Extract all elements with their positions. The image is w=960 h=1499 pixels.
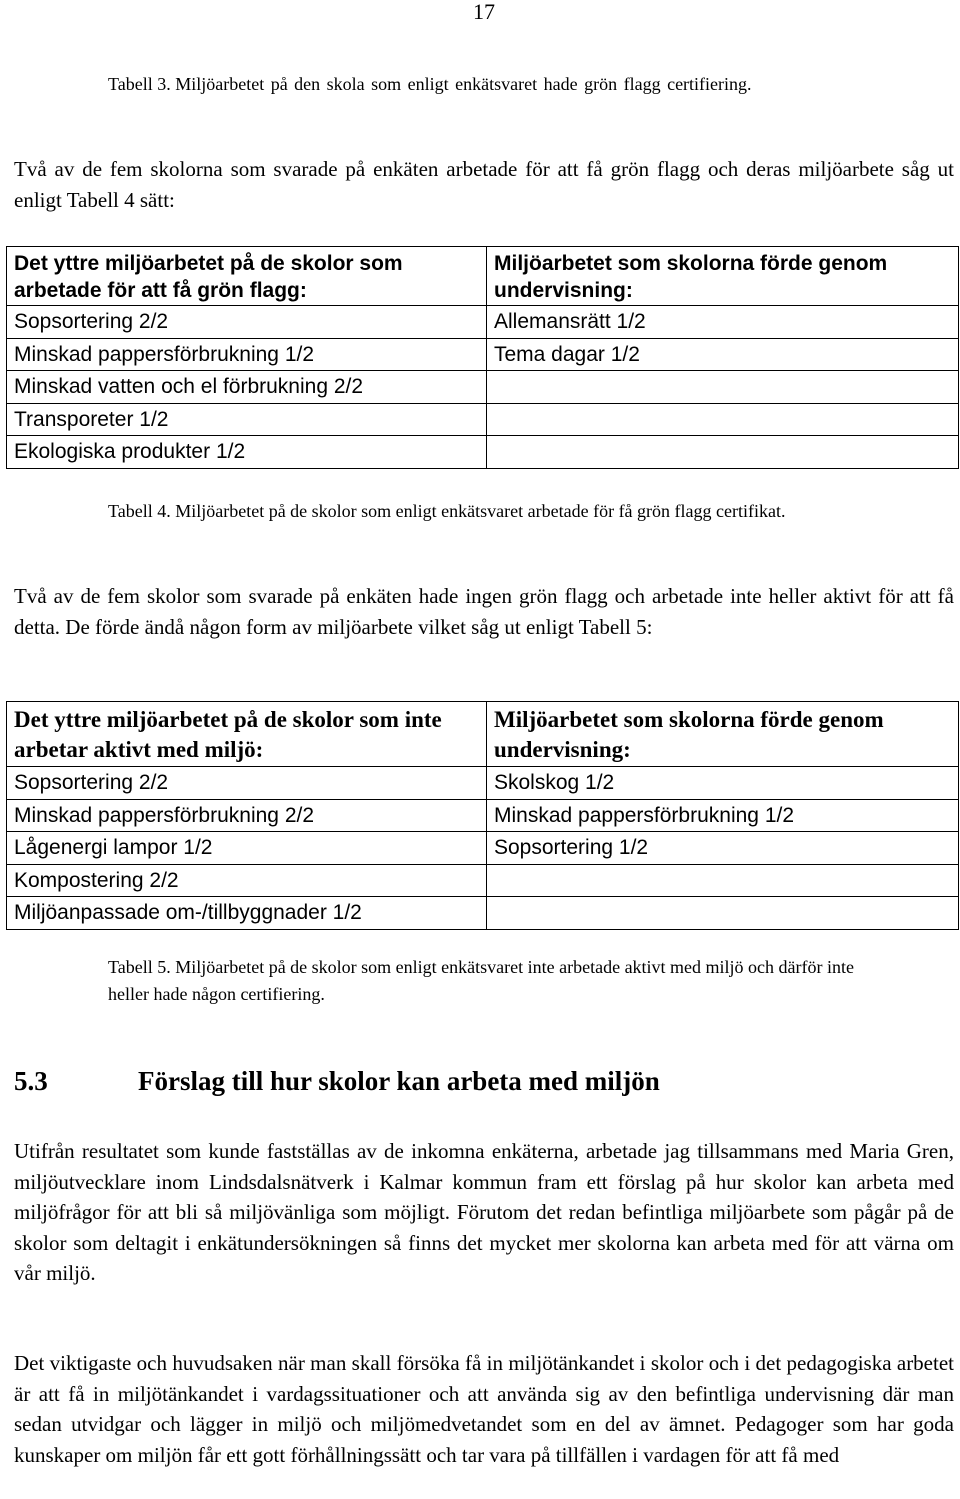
table4-cell: Ekologiska produkter 1/2 [7,436,487,469]
table4-cell [487,403,959,436]
table-row [7,767,959,800]
table3-caption [108,71,868,98]
table-row [7,799,959,832]
table4-caption-label: Tabell 4. [108,501,171,521]
table5-header-row [7,702,959,767]
table4-caption-text: Miljöarbetet på de skolor som enligt enkätsvaret arbetade för få grön flagg certifikat. [175,501,786,521]
table4-header-row [7,247,959,306]
table-row [7,436,959,469]
table5-caption-text: Miljöarbetet på de skolor som enligt enkätsvaret inte arbetade aktivt med miljö och därför inte heller hade någon certifiering. [108,957,855,1004]
table4-cell: Minskad pappersförbrukning 1/2 [7,338,487,371]
table-row [7,864,959,897]
table-row [7,338,959,371]
paragraph-no-flag: Två av de fem skolor som svarade på enkäten hade ingen grön flagg och arbetade inte heller aktivt för att få detta. De förde ändå någon form av miljöarbete vilket såg ut enligt Tabell 5: [14,584,954,639]
table4-cell [487,371,959,404]
paragraph-importance: Det viktigaste och huvudsaken när man skall försöka få in miljötänkandet i skolor och i det pedagogiska arbetet är att få in miljötänkandet i vardagssituationer och att använda sig av den befintliga undervisning där man sedan utvidgar och lägger in miljö och miljömedvetandet som en del av ämnet. Pedagoger som har goda kunskaper om miljön får ett gott förhållningssätt och tar vara på tillfällen i vardagen för att få med [14,1351,954,1467]
table4-cell: Allemansrätt 1/2 [487,306,959,339]
table5-cell: Lågenergi lampor 1/2 [7,832,487,865]
section-number: 5.3 [14,1066,48,1096]
table5-caption-label: Tabell 5. [108,957,171,977]
paragraph-proposal: Utifrån resultatet som kunde fastställas av de inkomna enkäterna, arbetade jag tillsammans med Maria Gren, miljöutvecklare inom Lindsdalsnätverk i Kalmar kommun fram ett förslag på hur skolor kan arbeta med miljöfrågor för att bli så miljövänliga som möjligt. Förutom det redan befintliga miljöarbete som pågår på de skolor som deltagit i enkätundersökningen så finns det mycket mer skolorna kan arbeta med för att värna om vår miljö. [14,1139,954,1285]
section-title: Förslag till hur skolor kan arbeta med miljön [138,1066,660,1096]
table5-cell: Sopsortering 2/2 [7,767,487,800]
table4-header-right: Miljöarbetet som skolorna förde genom undervisning: [487,247,959,306]
table4-header-left: Det yttre miljöarbetet på de skolor som arbetade för att få grön flagg: [7,247,487,306]
intro-paragraph: Två av de fem skolorna som svarade på enkäten arbetade för att få grön flagg och deras miljöarbete såg ut enligt Tabell 4 sätt: [14,157,954,212]
table-row [7,306,959,339]
table3-caption-label: Tabell 3. [108,74,171,94]
table-row [7,897,959,930]
table5-cell [487,897,959,930]
table5-cell: Skolskog 1/2 [487,767,959,800]
table3-caption-text: Miljöarbetet på den skola som enligt enkätsvaret hade grön flagg certifiering. [175,74,752,94]
table4-cell [487,436,959,469]
table-row [7,371,959,404]
table-row [7,832,959,865]
table4-cell: Tema dagar 1/2 [487,338,959,371]
table5 [6,701,959,930]
table4-cell: Sopsortering 2/2 [7,306,487,339]
table5-cell: Kompostering 2/2 [7,864,487,897]
table5-cell: Sopsortering 1/2 [487,832,959,865]
table4-cell: Transporeter 1/2 [7,403,487,436]
table5-cell: Minskad pappersförbrukning 1/2 [487,799,959,832]
table5-cell [487,864,959,897]
table5-header-right: Miljöarbetet som skolorna förde genom undervisning: [487,702,959,767]
table4-caption [108,498,868,525]
table-row [7,403,959,436]
table5-cell: Miljöanpassade om-/tillbyggnader 1/2 [7,897,487,930]
table5-caption [108,954,868,1008]
table4-cell: Minskad vatten och el förbrukning 2/2 [7,371,487,404]
table5-cell: Minskad pappersförbrukning 2/2 [7,799,487,832]
table5-header-left: Det yttre miljöarbetet på de skolor som inte arbetar aktivt med miljö: [7,702,487,767]
section-heading [14,1063,660,1099]
table4 [6,246,959,469]
page-number: 17 [473,0,495,24]
